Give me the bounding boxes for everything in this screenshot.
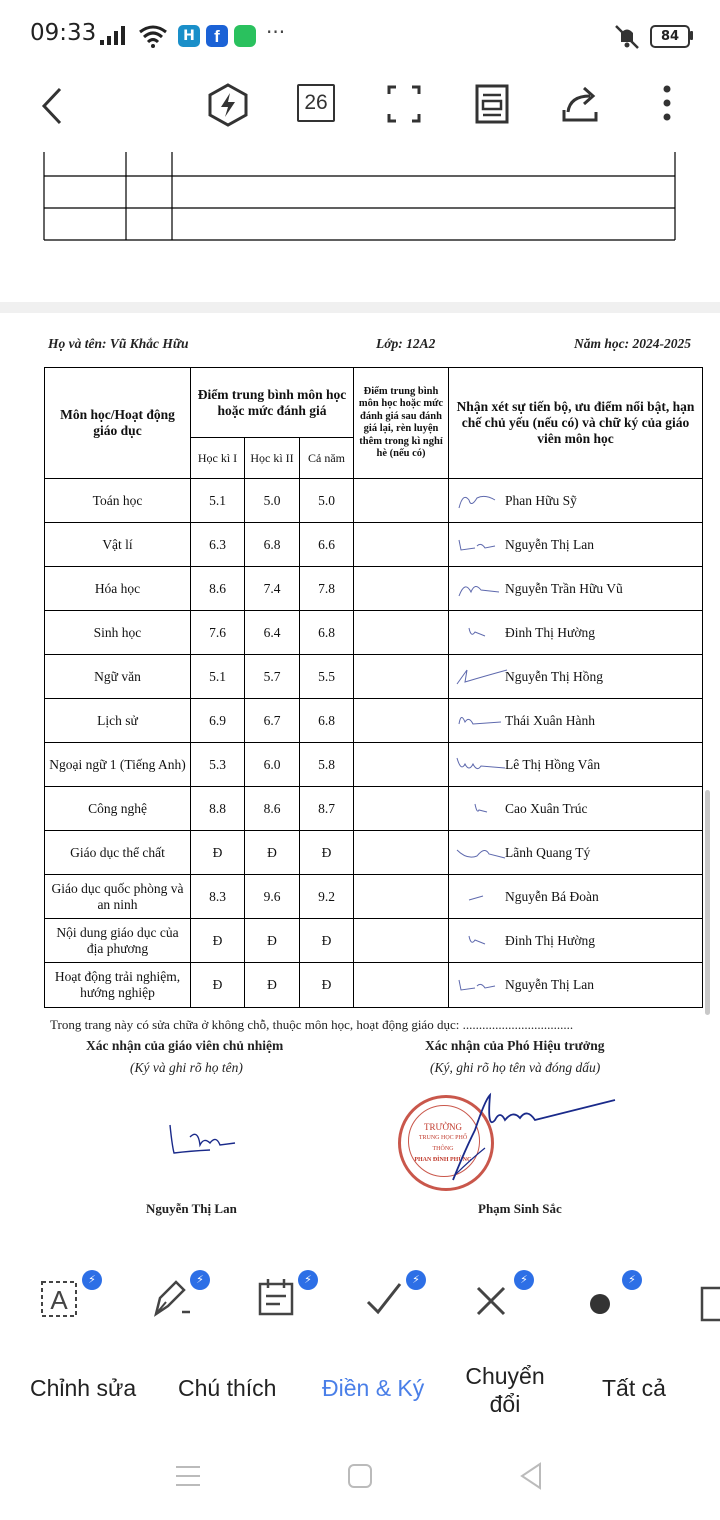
retest-cell <box>354 611 449 655</box>
subject-cell: Vật lí <box>45 523 191 567</box>
teacher-name: Nguyễn Trần Hữu Vũ <box>505 580 623 596</box>
grades-table <box>44 367 703 1008</box>
teacher-name: Nguyễn Thị Lan <box>505 536 594 552</box>
year-cell: 9.2 <box>300 875 354 919</box>
signal-icon <box>100 26 132 46</box>
battery-tip <box>690 31 693 40</box>
header-subject: Môn học/Hoạt động giáo dục <box>45 368 191 479</box>
teacher-signature <box>455 930 511 952</box>
term1-cell: 6.9 <box>191 699 245 743</box>
text-box-badge-icon: ⚡ <box>82 1270 102 1290</box>
subject-cell: Lịch sử <box>45 699 191 743</box>
retest-cell <box>354 743 449 787</box>
teacher-cell <box>449 831 703 875</box>
table-row <box>45 523 703 567</box>
table-row <box>45 963 703 1008</box>
table-row <box>45 699 703 743</box>
term1-cell: 5.3 <box>191 743 245 787</box>
header-comment: Nhận xét sự tiến bộ, ưu điểm nổi bật, hạn chế chủ yếu (nếu có) và chữ ký của giáo viên môn học <box>449 368 703 479</box>
teacher-cell <box>449 699 703 743</box>
table-row <box>45 611 703 655</box>
term2-cell: 6.0 <box>245 743 300 787</box>
system-nav-bar <box>0 1437 720 1520</box>
teacher-signature <box>455 490 511 512</box>
teacher-signature <box>455 842 511 864</box>
student-name: Họ và tên: Vũ Khắc Hữu <box>48 336 189 351</box>
teacher-cell <box>449 567 703 611</box>
teacher-name: Nguyễn Thị Lan <box>505 977 594 992</box>
year-cell: 5.5 <box>300 655 354 699</box>
table-row <box>45 875 703 919</box>
homeroom-signature <box>160 1115 240 1165</box>
term2-cell: 8.6 <box>245 787 300 831</box>
grade-rows <box>45 479 703 1008</box>
year-cell: 7.8 <box>300 567 354 611</box>
teacher-signature <box>455 710 511 732</box>
term1-cell: Đ <box>191 919 245 963</box>
teacher-name: Thái Xuân Hành <box>505 712 595 728</box>
table-row <box>45 831 703 875</box>
retest-cell <box>354 479 449 523</box>
subject-cell: Ngữ văn <box>45 655 191 699</box>
stamp-line2: TRUNG HỌC PHỔ THÔNG <box>418 1135 468 1152</box>
back-nav-icon[interactable] <box>518 1462 544 1490</box>
dot-badge-icon: ⚡ <box>622 1270 642 1290</box>
table-row <box>45 787 703 831</box>
year-cell: 5.8 <box>300 743 354 787</box>
teacher-signature <box>455 886 511 908</box>
mute-vibrate-icon <box>612 22 642 50</box>
retest-cell <box>354 963 449 1008</box>
teacher-cell <box>449 523 703 567</box>
term1-cell: Đ <box>191 831 245 875</box>
table-row <box>45 743 703 787</box>
table-row <box>45 567 703 611</box>
status-bar <box>0 0 720 70</box>
facebook-icon: f <box>206 25 228 47</box>
teacher-signature <box>455 754 511 776</box>
stamp-line1: TRƯỜNG <box>424 1122 462 1132</box>
back-arrow-icon[interactable] <box>36 86 68 126</box>
term1-cell: 8.3 <box>191 875 245 919</box>
term2-cell: Đ <box>245 919 300 963</box>
header-retest: Điểm trung bình môn học hoặc mức đánh giá sau đánh giá lại, rèn luyện thêm trong kì nghỉ hè (nếu có) <box>354 368 449 479</box>
vice-principal-confirm-title: Xác nhận của Phó Hiệu trưởng <box>425 1038 605 1053</box>
teacher-name: Nguyễn Bá Đoàn <box>505 888 599 904</box>
previous-page-fragment <box>0 152 720 302</box>
app-notification-icon: H <box>178 25 200 47</box>
subject-cell: Ngoại ngữ 1 (Tiếng Anh) <box>45 743 191 787</box>
retest-cell <box>354 875 449 919</box>
subject-cell: Hóa học <box>45 567 191 611</box>
year-cell: 6.6 <box>300 523 354 567</box>
teacher-name: Phan Hữu Sỹ <box>505 492 577 508</box>
year-cell: 6.8 <box>300 611 354 655</box>
term2-cell: Đ <box>245 963 300 1008</box>
more-notifications-icon: ··· <box>266 20 286 44</box>
top-toolbar <box>0 70 720 152</box>
teacher-cell <box>449 743 703 787</box>
signature-badge-icon: ⚡ <box>190 1270 210 1290</box>
retest-cell <box>354 831 449 875</box>
vice-principal-signature <box>445 1090 625 1190</box>
subject-cell: Công nghệ <box>45 787 191 831</box>
tab-convert-line1: Chuyển <box>465 1363 545 1389</box>
teacher-name: Cao Xuân Trúc <box>505 800 588 816</box>
term1-cell: 8.6 <box>191 567 245 611</box>
teacher-signature <box>455 622 511 644</box>
retest-cell <box>354 523 449 567</box>
teacher-signature <box>455 798 511 820</box>
teacher-name: Lãnh Quang Tý <box>505 844 591 860</box>
school-year: Năm học: 2024-2025 <box>574 336 691 351</box>
retest-cell <box>354 787 449 831</box>
cross-badge-icon: ⚡ <box>514 1270 534 1290</box>
table-row <box>45 919 703 963</box>
lightning-icon[interactable] <box>206 82 250 128</box>
teacher-signature <box>455 666 511 688</box>
retest-cell <box>354 919 449 963</box>
year-cell: 5.0 <box>300 479 354 523</box>
page-count-button[interactable]: 26 <box>297 84 335 122</box>
vice-principal-confirm-sub: (Ký, ghi rõ họ tên và đóng dấu) <box>430 1060 601 1075</box>
term2-cell: 7.4 <box>245 567 300 611</box>
share-icon[interactable] <box>560 84 602 124</box>
retest-cell <box>354 655 449 699</box>
term2-cell: Đ <box>245 831 300 875</box>
teacher-cell <box>449 963 703 1008</box>
teacher-signature <box>455 534 511 556</box>
student-class: Lớp: 12A2 <box>376 336 436 351</box>
term1-cell: 5.1 <box>191 479 245 523</box>
term1-cell: 6.3 <box>191 523 245 567</box>
teacher-cell <box>449 919 703 963</box>
vice-principal-name: Phạm Sinh Sắc <box>478 1201 562 1216</box>
tab-annotate[interactable]: Chú thích <box>178 1375 277 1401</box>
recents-nav-icon[interactable] <box>174 1463 202 1489</box>
teacher-cell <box>449 875 703 919</box>
teacher-name: Nguyễn Thị Hồng <box>505 668 603 684</box>
date-badge-icon: ⚡ <box>298 1270 318 1290</box>
term2-cell: 6.4 <box>245 611 300 655</box>
home-nav-icon[interactable] <box>347 1463 373 1489</box>
header-term2: Học kì II <box>245 438 300 479</box>
tab-convert[interactable] <box>462 1362 548 1418</box>
subject-cell: Giáo dục thể chất <box>45 831 191 875</box>
subject-cell: Toán học <box>45 479 191 523</box>
battery-indicator: 84 <box>650 25 690 48</box>
tab-convert-line2: đổi <box>489 1391 521 1417</box>
retest-cell <box>354 699 449 743</box>
homeroom-name: Nguyễn Thị Lan <box>146 1201 237 1216</box>
header-year: Cả năm <box>300 438 354 479</box>
homeroom-confirm-sub: (Ký và ghi rõ họ tên) <box>130 1060 243 1075</box>
rectangle-tool-icon[interactable] <box>684 1262 720 1322</box>
term1-cell: 8.8 <box>191 787 245 831</box>
term1-cell: 5.1 <box>191 655 245 699</box>
teacher-cell <box>449 655 703 699</box>
previous-page-table <box>0 152 720 302</box>
message-icon <box>234 25 256 47</box>
table-row <box>45 479 703 523</box>
status-time: 09:33 <box>30 20 97 46</box>
subject-cell: Nội dung giáo dục của địa phương <box>45 919 191 963</box>
teacher-signature <box>455 974 511 996</box>
retest-cell <box>354 567 449 611</box>
table-row <box>45 655 703 699</box>
year-cell: 8.7 <box>300 787 354 831</box>
header-term1: Học kì I <box>191 438 245 479</box>
document-scrollbar[interactable] <box>705 790 710 1015</box>
teacher-name: Đinh Thị Hường <box>505 932 595 948</box>
term1-cell: 7.6 <box>191 611 245 655</box>
fullscreen-icon[interactable] <box>386 84 422 124</box>
term2-cell: 5.7 <box>245 655 300 699</box>
year-cell: Đ <box>300 963 354 1008</box>
year-cell: Đ <box>300 919 354 963</box>
term2-cell: 9.6 <box>245 875 300 919</box>
teacher-cell <box>449 611 703 655</box>
subject-cell: Sinh học <box>45 611 191 655</box>
subject-cell: Hoạt động trải nghiệm, hướng nghiệp <box>45 963 191 1008</box>
tab-all[interactable]: Tất cả <box>602 1375 666 1401</box>
tab-fill-sign[interactable]: Điền & Ký <box>322 1375 425 1401</box>
term2-cell: 6.7 <box>245 699 300 743</box>
year-cell: Đ <box>300 831 354 875</box>
term2-cell: 5.0 <box>245 479 300 523</box>
teacher-signature <box>455 578 511 600</box>
more-menu-icon[interactable] <box>660 84 674 124</box>
term1-cell: Đ <box>191 963 245 1008</box>
check-badge-icon: ⚡ <box>406 1270 426 1290</box>
teacher-cell <box>449 479 703 523</box>
correction-note: Trong trang này có sửa chữa ở không chỗ, thuộc môn học, hoạt động giáo dục: .................................. <box>50 1017 574 1032</box>
term2-cell: 6.8 <box>245 523 300 567</box>
subject-cell: Giáo dục quốc phòng và an ninh <box>45 875 191 919</box>
svg-text:A: A <box>50 1285 68 1315</box>
homeroom-confirm-title: Xác nhận của giáo viên chủ nhiệm <box>86 1038 284 1053</box>
document-view-icon[interactable] <box>474 83 510 125</box>
teacher-name: Lê Thị Hồng Vân <box>505 756 601 772</box>
header-average: Điểm trung bình môn học hoặc mức đánh giá <box>191 368 354 438</box>
year-cell: 6.8 <box>300 699 354 743</box>
tab-edit[interactable]: Chỉnh sửa <box>30 1375 137 1401</box>
teacher-name: Đinh Thị Hường <box>505 624 595 640</box>
wifi-icon <box>138 24 168 48</box>
stamp-line3: PHAN ĐÌNH PHÙNG <box>414 1157 472 1163</box>
teacher-cell <box>449 787 703 831</box>
